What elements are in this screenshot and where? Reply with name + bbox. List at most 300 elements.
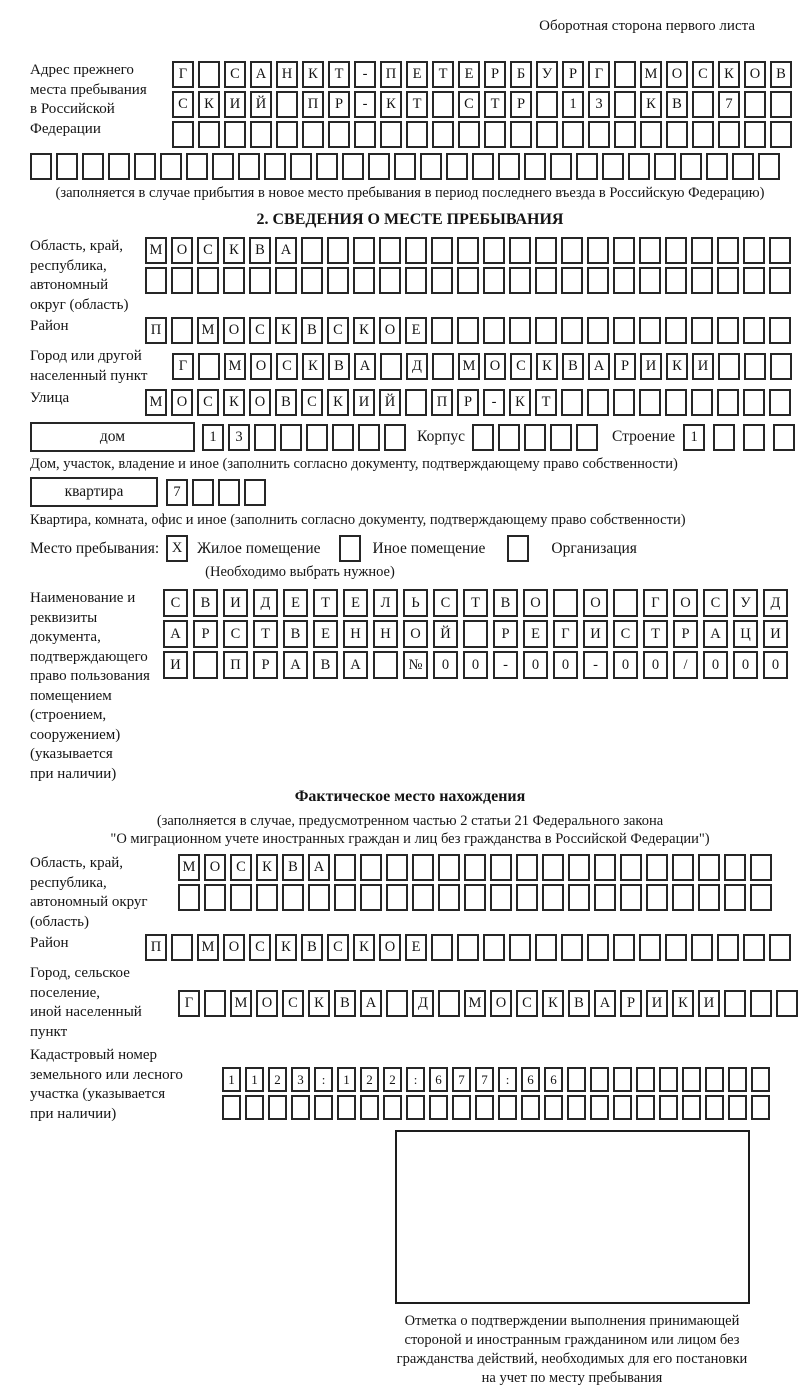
char-box [405,267,427,294]
char-box: X [166,535,188,562]
char-box [268,1095,287,1120]
char-box: О [223,317,245,344]
char-box: 1 [245,1067,264,1092]
char-box [198,61,220,88]
char-box: О [744,61,766,88]
char-box: К [353,934,375,961]
char-box [717,317,739,344]
char-box: Т [643,620,668,648]
char-box [672,854,694,881]
char-box [301,237,323,264]
char-box [306,424,328,451]
stamp-caption [362,1312,782,1388]
char-box [724,854,746,881]
char-box: Т [432,61,454,88]
char-box [276,121,298,148]
char-box: 0 [523,651,548,679]
korpus-label: Корпус [417,428,465,445]
char-box [510,121,532,148]
char-box [536,121,558,148]
char-box: И [640,353,662,380]
char-box: Ь [403,589,428,617]
char-box: К [640,91,662,118]
char-box [587,317,609,344]
korpus-boxes [472,424,598,451]
char-box: Ц [733,620,758,648]
section2-title: 2. СВЕДЕНИЯ О МЕСТЕ ПРЕБЫВАНИЯ [256,211,564,228]
char-box: Р [253,651,278,679]
char-box [472,424,494,451]
house-named-box: дом [30,422,195,452]
char-box [568,854,590,881]
char-box [171,317,193,344]
char-box [636,1095,655,1120]
actual-oblast-row-2 [178,884,772,911]
char-box [639,237,661,264]
char-box: 3 [291,1067,310,1092]
char-box: М [178,854,200,881]
char-box: В [283,620,308,648]
char-box [773,424,795,451]
label-line: места пребывания [30,81,147,98]
char-box: Р [673,620,698,648]
label-line: автономный [30,277,109,293]
char-box: А [343,651,368,679]
char-box [171,267,193,294]
char-box: Е [458,61,480,88]
char-box [613,317,635,344]
char-box: М [224,353,246,380]
char-box: 3 [228,424,250,451]
char-box: К [275,317,297,344]
gorod-label [30,347,172,386]
char-box [490,884,512,911]
char-box: Е [406,61,428,88]
actual-rayon-label: Район [30,935,69,951]
char-box [567,1067,586,1092]
char-box: Р [457,389,479,416]
char-box: Е [405,317,427,344]
char-box: И [692,353,714,380]
char-box: М [230,990,252,1017]
char-box: Р [562,61,584,88]
char-box [665,237,687,264]
label-line: Наименование и реквизиты [30,590,136,626]
char-box: Д [763,589,788,617]
char-box: Д [412,990,434,1017]
char-box [431,317,453,344]
actual-oblast-field [30,854,790,932]
char-box [567,1095,586,1120]
char-box: Е [343,589,368,617]
char-box [691,934,713,961]
char-box: Г [172,353,194,380]
char-box [639,389,661,416]
char-box [245,1095,264,1120]
char-box [334,884,356,911]
char-box [636,1067,655,1092]
char-box: А [283,651,308,679]
char-box: О [403,620,428,648]
char-box [291,1095,310,1120]
char-box: 7 [166,479,188,506]
char-box [587,389,609,416]
char-box: К [327,389,349,416]
char-box: - [483,389,505,416]
char-box: 7 [475,1067,494,1092]
apartment-row [30,477,790,507]
char-box [386,854,408,881]
char-box [379,237,401,264]
char-box [238,153,260,180]
char-box [145,267,167,294]
char-box: К [308,990,330,1017]
char-box: М [640,61,662,88]
char-box: К [275,934,297,961]
char-box: О [250,353,272,380]
char-box: И [223,589,248,617]
char-box: Т [313,589,338,617]
char-box: В [275,389,297,416]
char-box [446,153,468,180]
char-box [431,934,453,961]
char-box [193,651,218,679]
actual-oblast-row-1 [178,854,772,881]
char-box [724,990,746,1017]
label-line: Кадастровый номер [30,1047,157,1063]
char-box [339,535,361,562]
char-box [594,884,616,911]
right-document-field [30,589,790,784]
char-box [682,1067,701,1092]
char-box [244,479,266,506]
char-box [405,237,427,264]
prev-address-field [30,61,790,151]
char-box [516,884,538,911]
char-box [542,854,564,881]
char-box: Е [313,620,338,648]
char-box [178,884,200,911]
char-box: В [334,990,356,1017]
char-box [332,424,354,451]
char-box [328,121,350,148]
char-box [758,153,780,180]
char-box [728,1067,747,1092]
char-box: С [223,620,248,648]
char-box [776,990,798,1017]
label-line: при наличии) [30,1105,117,1122]
label-line: в Российской [30,101,115,117]
char-box: Т [535,389,557,416]
char-box: 0 [763,651,788,679]
char-box: С [172,91,194,118]
actual-gorod-label [30,964,178,1042]
char-box [524,424,546,451]
char-box [692,121,714,148]
char-box: О [379,317,401,344]
char-box [769,237,791,264]
char-box: В [770,61,792,88]
char-box: Р [484,61,506,88]
char-box [134,153,156,180]
char-box [204,884,226,911]
char-box [353,267,375,294]
label-line: сооружением) (указывается [30,726,121,762]
gorod-field [30,347,790,386]
label-line: стороной и иностранным гражданином или лицом без [404,1332,740,1348]
char-box [728,1095,747,1120]
label-line: Город, сельское поселение, [30,965,130,1001]
char-box [56,153,78,180]
char-box: К [198,91,220,118]
char-box [394,153,416,180]
char-box: Д [406,353,428,380]
char-box: С [249,934,271,961]
char-box [576,153,598,180]
char-box: С [230,854,252,881]
char-box [290,153,312,180]
char-box [654,153,676,180]
char-box: Г [178,990,200,1017]
char-box [373,651,398,679]
char-box: О [223,934,245,961]
char-box: С [224,61,246,88]
char-box [483,237,505,264]
char-box: Р [614,353,636,380]
char-box: М [464,990,486,1017]
char-box [561,389,583,416]
char-box [769,317,791,344]
char-box [301,267,323,294]
char-box [691,237,713,264]
cadastre-row-2 [222,1095,770,1120]
char-box [432,121,454,148]
char-box [614,61,636,88]
label-line: Город или другой [30,348,142,364]
label-line: иной населенный пункт [30,1004,142,1040]
stroenie-boxes [683,424,795,451]
char-box [628,153,650,180]
char-box [613,267,635,294]
char-box: А [250,61,272,88]
char-box [751,1095,770,1120]
char-box [386,990,408,1017]
char-box [30,153,52,180]
char-box [561,267,583,294]
char-box: И [224,91,246,118]
char-box [212,153,234,180]
char-box [594,854,616,881]
char-box: Т [406,91,428,118]
char-box: 7 [452,1067,471,1092]
char-box [337,1095,356,1120]
char-box [542,884,564,911]
char-box: У [536,61,558,88]
label-line: Область, край, [30,238,124,254]
char-box: О [171,389,193,416]
char-box [192,479,214,506]
char-box [535,267,557,294]
char-box: 0 [643,651,668,679]
prev-address-label [30,61,172,151]
char-box [718,121,740,148]
label-line: право пользования [30,668,150,684]
char-box [751,1067,770,1092]
label-line: округ (область) [30,296,129,313]
prev-address-row-3 [172,121,792,148]
char-box: 6 [429,1067,448,1092]
oblast-field [30,237,790,315]
char-box: 0 [703,651,728,679]
char-box [613,389,635,416]
char-box [223,267,245,294]
char-box: С [458,91,480,118]
char-box: В [313,651,338,679]
char-box: С [510,353,532,380]
char-box [380,121,402,148]
label-line: (область) [30,913,89,930]
char-box [412,884,434,911]
char-box [438,854,460,881]
char-box: С [613,620,638,648]
label-line: Федерации [30,120,101,137]
char-box: 1 [683,424,705,451]
char-box [412,854,434,881]
char-box [640,121,662,148]
char-box: Р [193,620,218,648]
char-box [743,389,765,416]
char-box [314,1095,333,1120]
char-box: К [256,854,278,881]
stay-option-organization-label: Организация [551,539,637,557]
char-box: О [673,589,698,617]
char-box [507,535,529,562]
char-box [498,153,520,180]
house-row [30,422,790,452]
label-line: земельного или лесного [30,1066,183,1083]
char-box: К [536,353,558,380]
char-box [750,854,772,881]
char-box [160,153,182,180]
rayon-label: Район [30,318,69,334]
char-box [705,1067,724,1092]
actual-gorod-field [30,964,790,1042]
char-box [743,267,765,294]
char-box: № [403,651,428,679]
char-box: В [493,589,518,617]
char-box [743,237,765,264]
char-box: С [249,317,271,344]
char-box: - [493,651,518,679]
char-box: 0 [613,651,638,679]
char-box [587,267,609,294]
char-box [276,91,298,118]
char-box [222,1095,241,1120]
char-box: 2 [360,1067,379,1092]
char-box [769,934,791,961]
char-box [590,1067,609,1092]
house-number-boxes [202,424,406,451]
char-box [553,589,578,617]
char-box [334,854,356,881]
char-box: Н [276,61,298,88]
char-box [550,424,572,451]
char-box [509,934,531,961]
char-box: П [431,389,453,416]
char-box [639,317,661,344]
char-box: Т [484,91,506,118]
char-box [509,267,531,294]
char-box [254,424,276,451]
actual-rayon-row [145,934,791,961]
stay-option-organization-checkbox [507,535,529,562]
char-box: : [498,1067,517,1092]
char-box [432,91,454,118]
char-box [620,854,642,881]
char-box [302,121,324,148]
char-box: 0 [553,651,578,679]
char-box [342,153,364,180]
char-box [186,153,208,180]
char-box [682,1095,701,1120]
char-box: А [163,620,188,648]
char-box [680,153,702,180]
char-box [516,854,538,881]
char-box: О [204,854,226,881]
char-box [483,267,505,294]
char-box [386,884,408,911]
char-box [521,1095,540,1120]
char-box: С [197,237,219,264]
char-box: П [145,317,167,344]
char-box: К [353,317,375,344]
char-box [732,153,754,180]
char-box [198,121,220,148]
char-box [770,121,792,148]
char-box: А [588,353,610,380]
label-line: республика, [30,257,107,274]
char-box [275,267,297,294]
stay-option-other-label: Иное помещение [372,539,486,557]
label-line: Область, край, [30,855,124,871]
char-box: Л [373,589,398,617]
stamp-area [362,1130,782,1388]
char-box: И [583,620,608,648]
char-box [535,317,557,344]
char-box [379,267,401,294]
char-box: О [379,934,401,961]
char-box: С [327,317,349,344]
char-box: В [193,589,218,617]
char-box [744,121,766,148]
char-box [614,91,636,118]
char-box: А [360,990,382,1017]
char-box [524,153,546,180]
right-document-label [30,589,163,784]
char-box [360,1095,379,1120]
char-box [458,121,480,148]
char-box [172,121,194,148]
char-box [360,854,382,881]
char-box [308,884,330,911]
char-box: К [542,990,564,1017]
char-box: К [302,61,324,88]
char-box: Г [553,620,578,648]
label-line: документа, подтверждающего [30,629,148,665]
char-box [498,1095,517,1120]
char-box [483,317,505,344]
char-box [464,854,486,881]
